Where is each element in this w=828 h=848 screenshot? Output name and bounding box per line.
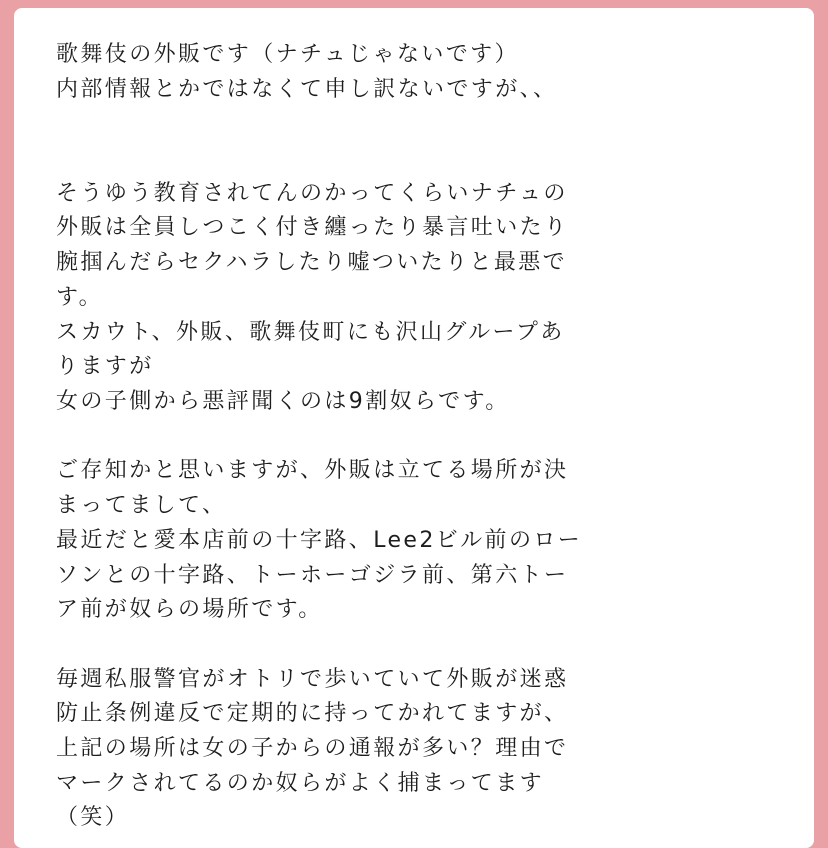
post-card: [14, 8, 814, 848]
blank-line: [56, 107, 788, 142]
post-line: ア前が奴らの場所です。: [56, 597, 323, 623]
post-line: 上記の場所は女の子からの通報が多い？理由で: [56, 736, 569, 761]
post-line: （笑）: [56, 805, 130, 831]
post-line: マークされてるのか奴らがよく捕まってます: [56, 770, 545, 796]
post-line: そうゆう教育されてんのかってくらいナチュの: [56, 180, 568, 206]
post-line: ソンとの十字路、トーホーゴジラ前、第六トー: [56, 562, 569, 588]
post-line: 女の子側から悪評聞くのは9割奴らです。: [56, 389, 510, 414]
post-line: まってまして、: [56, 493, 227, 519]
post-line: 内部情報とかではなくて申し訳ないですが、、: [56, 76, 558, 102]
post-line: ご存知かと思いますが、外販は立てる場所が決: [56, 458, 569, 484]
post-line: す。: [56, 284, 104, 310]
post-line: 最近だと愛本店前の十字路、Lee2ビル前のロー: [56, 527, 583, 553]
post-line: 腕掴んだらセクハラしたり嘘ついたりと最悪で: [56, 250, 568, 276]
blank-line: [56, 628, 788, 663]
post-line: スカウト、外販、歌舞伎町にも沢山グループあ: [56, 319, 565, 345]
post-line: 外販は全員しつこく付き纏ったり暴言吐いたり: [56, 215, 569, 241]
post-line: 防止条例違反で定期的に持ってかれてますが、: [56, 701, 569, 727]
post-body: [56, 38, 788, 836]
post-line: 毎週私服警官がオトリで歩いていて外販が迷惑: [56, 666, 569, 692]
post-line: りますが: [56, 354, 154, 380]
blank-line: [56, 420, 788, 455]
blank-line: [56, 142, 788, 177]
post-line: 歌舞伎の外販です（ナチュじゃないです）: [56, 42, 519, 67]
